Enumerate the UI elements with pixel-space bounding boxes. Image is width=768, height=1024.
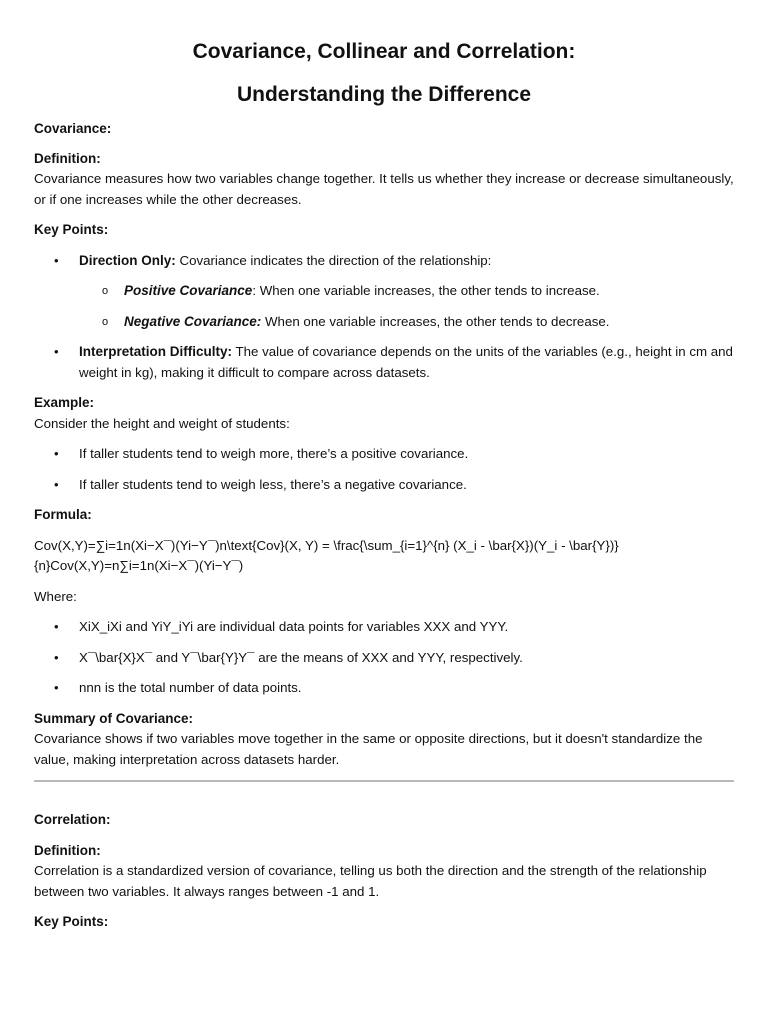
sub-point-negative [34, 312, 734, 333]
key-point-interpretation-label: Interpretation Difficulty: [79, 344, 233, 359]
where-bullet-means: • X¯\bar{X}X¯ and Y¯\bar{Y}Y¯ are the means of XXX and YYY, respectively. [34, 648, 734, 669]
key-point-direction-label: Direction Only: [79, 252, 176, 268]
sub-point-positive [34, 281, 734, 302]
title-line-1: Covariance, Collinear and Correlation: [192, 40, 576, 63]
example-list [34, 444, 734, 495]
key-point-direction-text: Covariance indicates the direction of the relationship: [175, 252, 492, 268]
formula-text: Cov(X,Y)=∑i=1n(Xi−X¯)(Yi−Y¯)n\text{Cov}(X, Y) = \frac{\sum_{i=1}^{n} (X_i - \bar{X})(Y_i - \bar{Y})}{n}Cov(X,Y)=n∑i=1n(Xi−X¯)(Yi−Y¯) [34, 537, 619, 573]
covariance-key-points-list [34, 251, 734, 272]
negative-covariance-text: When one variable increases, the other tends to decrease. [261, 313, 610, 329]
covariance-heading: Covariance: [34, 121, 112, 136]
key-point-direction [34, 251, 734, 272]
positive-covariance-label: Positive Covariance [124, 283, 253, 298]
summary-label: Summary of Covariance: [34, 710, 194, 726]
where-list [34, 617, 734, 699]
where-bullet-data-points: • XiX_iXi and YiY_iYi are individual data points for variables XXX and YYY. [34, 617, 734, 638]
formula-label: Formula: [34, 507, 92, 522]
summary-text: Covariance shows if two variables move together in the same or opposite directions, but it doesn't standardize the value, making interpretation across datasets harder. [34, 731, 703, 767]
correlation-definition-text: Correlation is a standardized version of covariance, telling us both the direction and the strength of the relationship between two variables. It always ranges between -1 and 1. [34, 863, 707, 899]
where-bullet-count: • nnn is the total number of data points. [34, 678, 734, 699]
title-line-2: Understanding the Difference [236, 83, 532, 106]
key-point-interpretation [34, 342, 734, 383]
negative-covariance-label: Negative Covariance: [124, 313, 262, 329]
covariance-key-points-list-2 [34, 342, 734, 383]
key-point-interpretation-text: The value of covariance depends on the units of the variables (e.g., height in cm and weight in kg), making it difficult to compare across datasets. [79, 344, 733, 380]
example-text: Consider the height and weight of students: [34, 415, 290, 431]
direction-sub-list [34, 281, 734, 332]
covariance-definition-label: Definition: [34, 150, 101, 166]
covariance-definition-text: Covariance measures how two variables change together. It tells us whether they increase or decrease simultaneously, or if one increases while the other decreases. [34, 171, 734, 207]
where-label: Where: [34, 588, 77, 604]
positive-covariance-text: : When one variable increases, the other tends to increase. [252, 283, 600, 298]
correlation-definition-label: Definition: [34, 842, 101, 858]
section-divider [34, 780, 734, 782]
correlation-heading: Correlation: [34, 812, 111, 827]
example-bullet-positive: • If taller students tend to weigh more, there’s a positive covariance. [34, 444, 734, 465]
example-label: Example: [34, 395, 95, 410]
correlation-key-points-label: Key Points: [34, 914, 109, 929]
example-bullet-negative: • If taller students tend to weigh less, there’s a negative covariance. [34, 475, 734, 496]
covariance-key-points-label: Key Points: [34, 222, 109, 237]
